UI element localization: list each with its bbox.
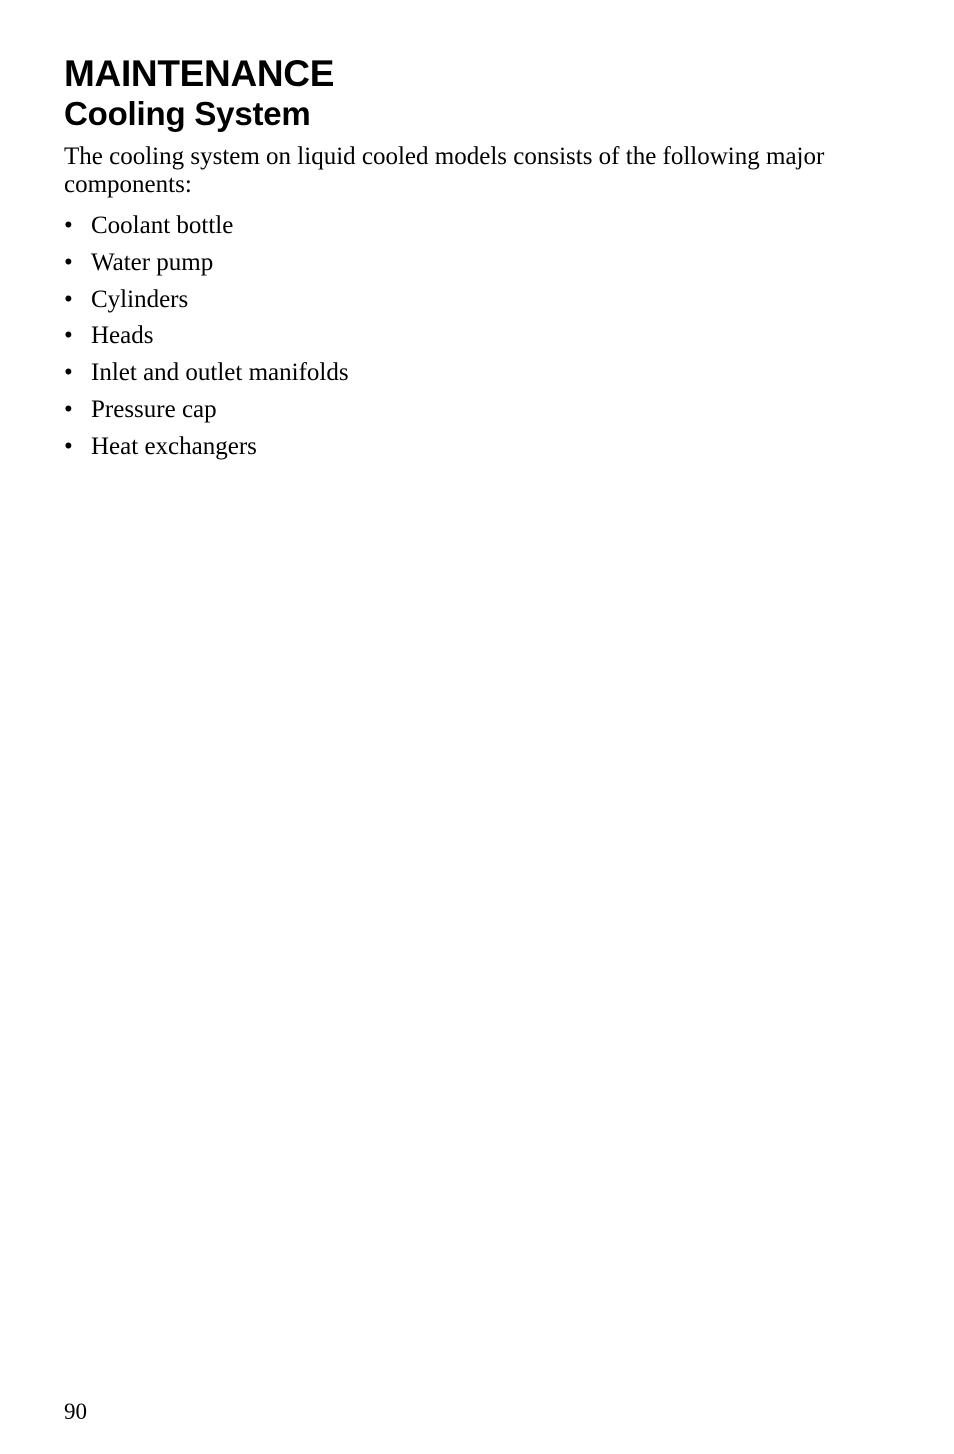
bullet-icon: • bbox=[64, 359, 73, 387]
list-item-text: Cylinders bbox=[91, 285, 189, 313]
list-item-text: Heads bbox=[91, 322, 154, 350]
list-item bbox=[64, 212, 349, 240]
bullet-icon: • bbox=[64, 212, 73, 239]
bullet-icon: • bbox=[64, 322, 73, 350]
list-item bbox=[64, 433, 349, 461]
list-item-text: Pressure cap bbox=[91, 395, 217, 423]
bullet-icon: • bbox=[64, 395, 73, 423]
bullet-icon: • bbox=[64, 248, 73, 276]
manual-page bbox=[64, 0, 894, 1454]
section-heading: MAINTENANCE bbox=[64, 53, 335, 94]
list-item-text: Water pump bbox=[91, 248, 214, 276]
page-number: 90 bbox=[64, 1399, 87, 1424]
list-item-text: Heat exchangers bbox=[91, 432, 257, 460]
subsection-heading: Cooling System bbox=[64, 95, 311, 132]
intro-paragraph: The cooling system on liquid cooled models consists of the following major components: bbox=[64, 143, 825, 198]
bullet-icon: • bbox=[64, 285, 73, 313]
list-item bbox=[64, 322, 349, 350]
list-item bbox=[64, 249, 349, 277]
list-item bbox=[64, 286, 349, 314]
list-item bbox=[64, 396, 349, 424]
bullet-icon: • bbox=[64, 432, 73, 460]
component-list bbox=[64, 212, 349, 470]
list-item-text: Coolant bottle bbox=[91, 212, 234, 239]
list-item-text: Inlet and outlet manifolds bbox=[91, 359, 349, 387]
list-item bbox=[64, 359, 349, 387]
